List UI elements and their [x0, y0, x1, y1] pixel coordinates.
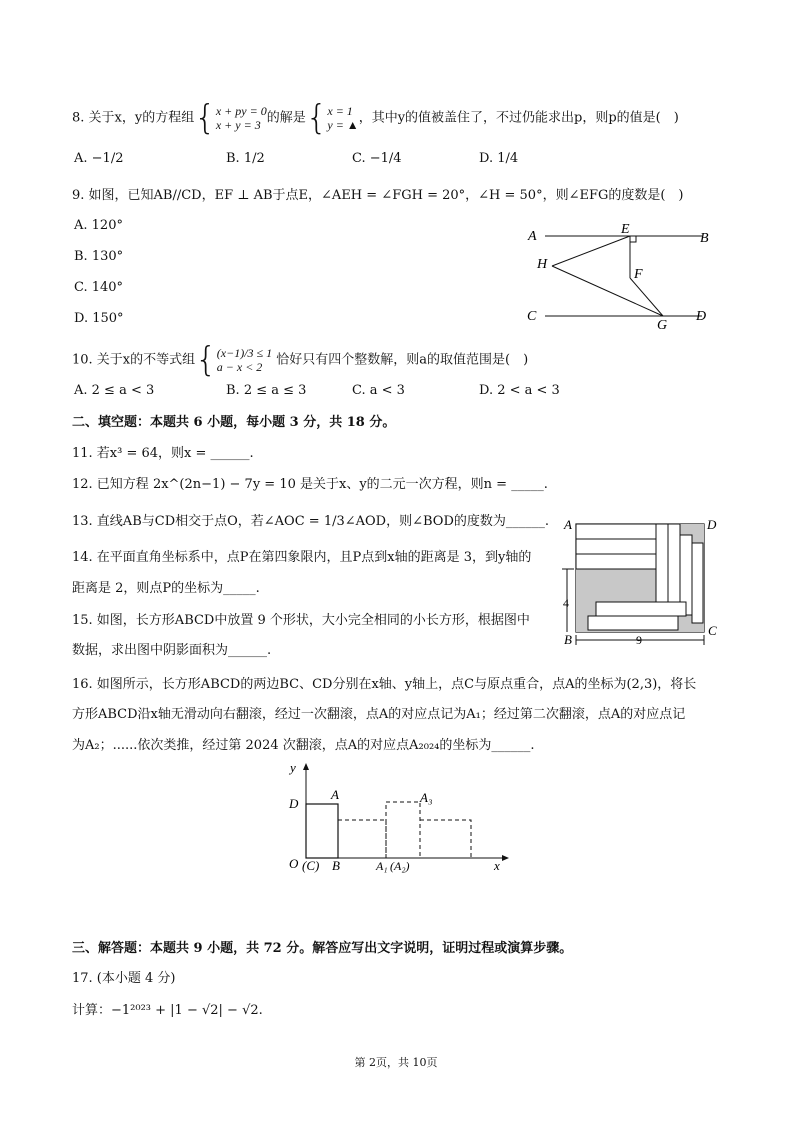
q8-mid: 的解是: [266, 110, 306, 126]
label-a3: A₃: [420, 790, 433, 805]
label-o: O: [289, 856, 299, 871]
q8-stem: [72, 98, 679, 138]
q9-option-d: D. 150°: [74, 311, 124, 326]
q10-option-c: C. a < 3: [352, 383, 405, 398]
label-b: B: [332, 858, 340, 873]
q10-option-d: D. 2 < a < 3: [479, 383, 560, 398]
y-axis-arrow-icon: [303, 763, 309, 770]
label-h: H: [537, 257, 548, 272]
rect-abcd: [306, 804, 338, 858]
q13: 13. 直线AB与CD相交于点O，若∠AOC = 1/3∠AOD，则∠BOD的度数为______.: [72, 514, 550, 529]
label-c: (C): [302, 858, 320, 873]
segment-eh: [552, 236, 630, 266]
q16-line-1: 16. 如图所示，长方形ABCD的两边BC、CD分别在x轴、y轴上，点C与原点重合，点A的坐标为(2,3)，将长: [72, 677, 697, 692]
label-f: F: [634, 267, 643, 282]
brace-icon: {: [305, 98, 328, 138]
q9-stem: 9. 如图，已知AB//CD，EF ⊥ AB于点E，∠AEH = ∠FGH = 20°，∠H = 50°，则∠EFG的度数是( ): [72, 188, 684, 203]
q8-option-d: D. 1/4: [479, 151, 519, 166]
label-x: x: [494, 858, 500, 873]
q16-line-3: 为A₂；......依次类推，经过第 2024 次翻滚，点A的对应点A₂₀₂₄的坐标为______.: [72, 738, 535, 753]
small-rect: [596, 602, 686, 616]
rect-roll-2: [386, 802, 420, 858]
small-rect: [576, 524, 666, 539]
small-rect: [656, 524, 668, 604]
q10-option-b: B. 2 ≤ a ≤ 3: [226, 383, 307, 398]
right-angle-mark: [630, 236, 636, 242]
q8-option-a: A. −1/2: [74, 151, 124, 166]
q15-line-1: 15. 如图，长方形ABCD中放置 9 个形状，大小完全相同的小长方形，根据图中: [72, 613, 530, 628]
q17-heading: 17. (本小题 4 分): [72, 971, 176, 986]
q8-suffix: ，其中y的值被盖住了，不过仍能求出p，则p的值是( ): [358, 110, 679, 126]
rect-roll-3: [420, 820, 471, 858]
brace-icon: {: [194, 98, 216, 138]
q8-system-1: x + py = 0 x + y = 3: [215, 104, 267, 132]
q9-option-b: B. 130°: [74, 249, 124, 264]
small-rect: [692, 543, 703, 623]
brace-icon: {: [195, 340, 217, 380]
q8-option-c: C. −1/4: [352, 151, 402, 166]
q14-line-2: 距离是 2，则点P的坐标为_____.: [72, 581, 260, 596]
section-2-heading: 二、填空题：本题共 6 小题，每小题 3 分，共 18 分。: [72, 415, 396, 430]
q15-line-2: 数据，求出图中阴影面积为______.: [72, 643, 272, 658]
q15-figure: [558, 515, 728, 650]
label-d: D: [707, 517, 717, 532]
label-a2: (A₂): [390, 859, 410, 873]
q10-prefix: 10. 关于x的不等式组: [72, 352, 196, 368]
q8-system-2: x = 1 y = ▲: [327, 104, 359, 132]
label-b: B: [700, 231, 709, 246]
label-d: D: [696, 309, 707, 324]
q16-line-2: 方形ABCD沿x轴无滑动向右翻滚，经过一次翻滚，点A的对应点记为A₁；经过第二次翻滚，点A的对应点记: [72, 707, 686, 722]
segment-fg: [630, 278, 663, 316]
small-rect: [668, 524, 680, 604]
rect-roll-1: [338, 820, 386, 858]
label-a1: A₁: [376, 859, 388, 873]
label-c: C: [708, 623, 717, 638]
label-y: y: [290, 760, 296, 775]
small-rect: [576, 554, 666, 569]
q10-stem: [72, 340, 529, 380]
small-rect: [576, 539, 666, 554]
label-e: E: [621, 222, 630, 237]
q12: 12. 已知方程 2x^(2n−1) − 7y = 10 是关于x、y的二元一次方程，则n = _____.: [72, 477, 548, 492]
q11: 11. 若x³ = 64，则x = ______.: [72, 446, 254, 461]
q16-figure: [284, 758, 509, 878]
page-footer: 第 2页，共 10页: [354, 1056, 438, 1069]
q9-figure: [520, 220, 720, 335]
label-c: C: [527, 309, 537, 324]
q8-prefix: 8. 关于x，y的方程组: [72, 110, 195, 126]
label-a: A: [564, 517, 572, 532]
q8-option-b: B. 1/2: [226, 151, 265, 166]
q9-option-a: A. 120°: [74, 218, 123, 233]
small-rect: [588, 616, 678, 630]
dim-label-4: 4: [563, 596, 569, 610]
label-a: A: [331, 787, 339, 802]
x-axis-arrow-icon: [502, 855, 509, 861]
label-g: G: [657, 318, 668, 333]
q14-line-1: 14. 在平面直角坐标系中，点P在第四象限内，且P点到x轴的距离是 3，到y轴的: [72, 550, 532, 565]
q10-option-a: A. 2 ≤ a < 3: [74, 383, 155, 398]
q10-system: (x−1)/3 ≤ 1 a − x < 2: [216, 346, 273, 374]
q17-body: 计算：−1²⁰²³ + |1 − √2| − √2.: [72, 1003, 263, 1018]
label-b: B: [564, 632, 572, 647]
q9-option-c: C. 140°: [74, 280, 124, 295]
segment-hg: [552, 266, 663, 316]
label-d: D: [289, 796, 299, 811]
dim-label-9: 9: [636, 633, 642, 647]
label-a: A: [528, 229, 537, 244]
section-3-heading: 三、解答题：本题共 9 小题，共 72 分。解答应写出文字说明，证明过程或演算步骤。: [72, 941, 573, 956]
q10-suffix: 恰好只有四个整数解，则a的取值范围是( ): [276, 352, 529, 368]
